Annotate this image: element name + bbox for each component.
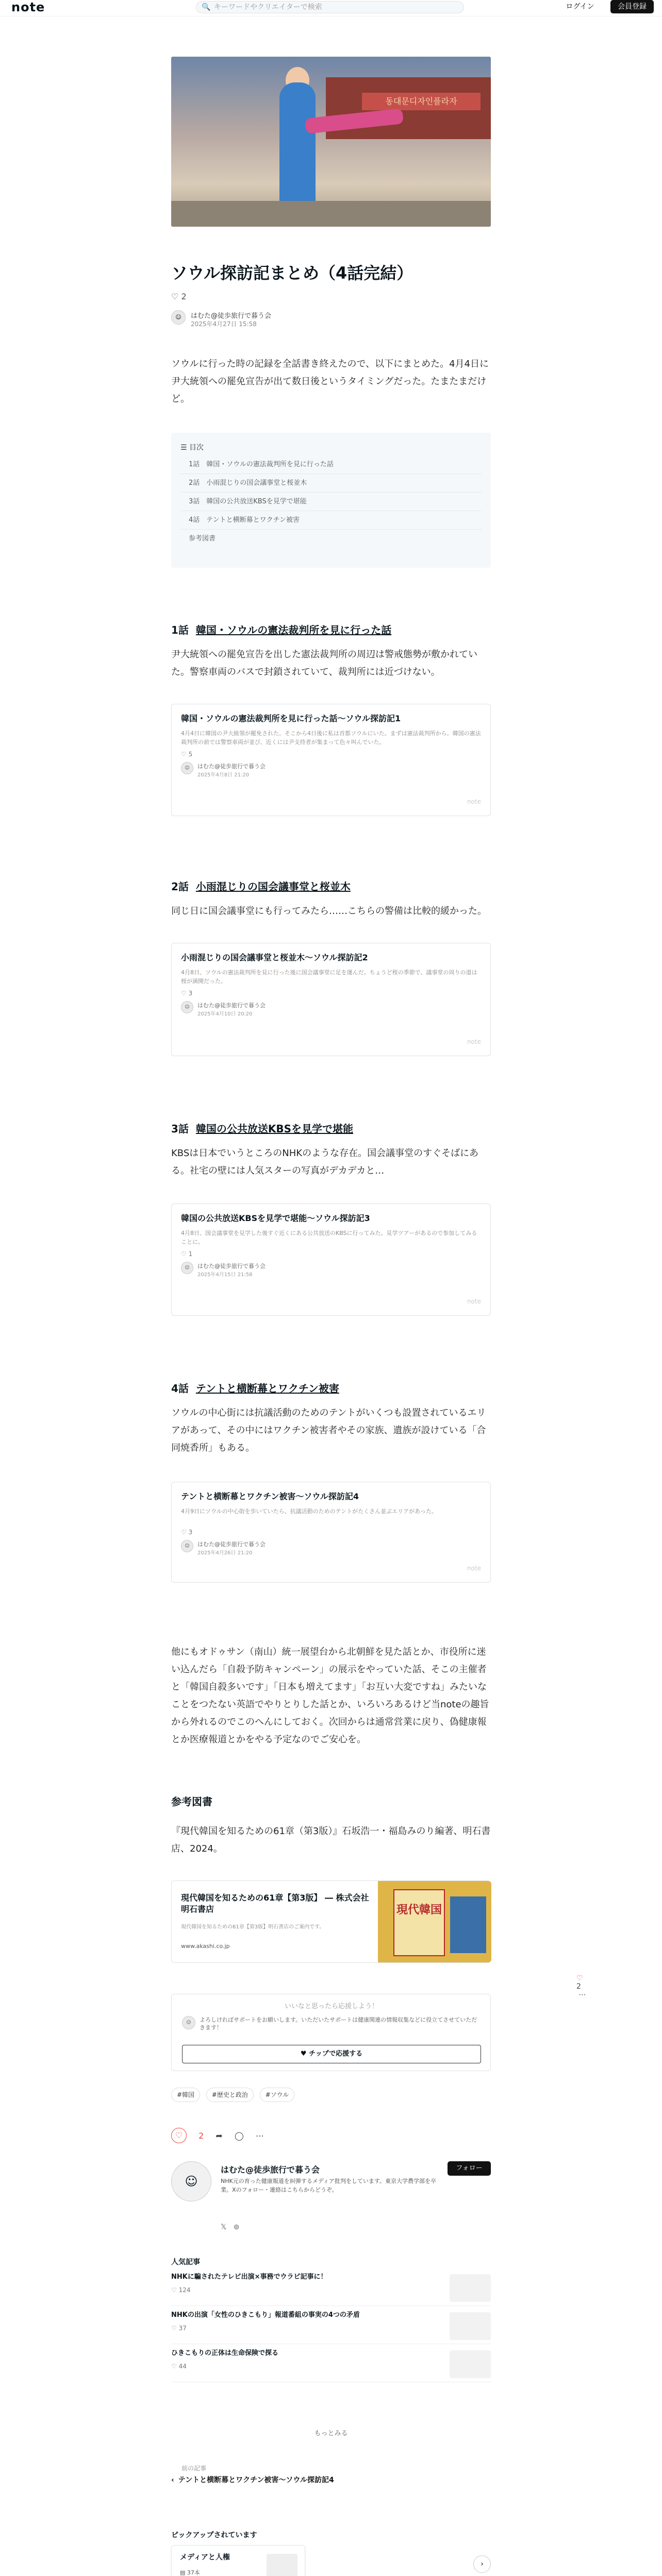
tag-seoul[interactable]: #ソウル	[260, 2088, 295, 2102]
card-likes: ♡ 5	[181, 751, 193, 758]
popular-item[interactable]: NHKに騙されたテレビ出演×事務でウラビ記事に！ ♡ 124	[171, 2272, 491, 2306]
heart-icon: ♡	[576, 1974, 583, 1982]
list-icon: ☰	[180, 444, 187, 452]
section-3-text: KBSは日本でいうところのNHKのような存在。国会議事堂のすぐそばにある。社宅の壁には人気スターの写真がデカデカと…	[171, 1148, 479, 1176]
x-icon[interactable]: 𝕏	[221, 2223, 227, 2231]
ref-card-url: www.akashi.co.jp	[181, 1943, 230, 1950]
toc-item-2[interactable]: 2話 小雨混じりの国会議事堂と桜並木	[180, 474, 482, 493]
popular-item[interactable]: ひきこもりの正体は生命保険で探る ♡ 44	[171, 2348, 491, 2382]
toc-heading[interactable]: ☰ 目次	[180, 444, 204, 452]
tip-button[interactable]: ♥ チップで応援する	[182, 2045, 481, 2063]
popular-item[interactable]: NHKの出演「女性のひきこもり」報道番組の事実の4つの矛盾 ♡ 37	[171, 2310, 491, 2344]
sidebar-like[interactable]: ♡ 2 ⋯	[576, 1974, 586, 1999]
previous-article[interactable]: 前の記事 ‹ テントと横断幕とワクチン被害〜ソウル探訪記4	[171, 2464, 491, 2498]
heart-icon: ♡	[171, 2286, 177, 2294]
toc-item-3[interactable]: 3話 韓国の公共放送KBSを見学で堪能	[180, 493, 482, 511]
toc-item-4[interactable]: 4話 テントと横断幕とワクチン被害	[180, 511, 482, 530]
card-title: テントと横断幕とワクチン被害〜ソウル探訪記4	[181, 1492, 359, 1501]
toc-item-5[interactable]: 参考図書	[189, 535, 216, 543]
card-excerpt: 4月9日にソウルの中心街を歩いていたら、抗議活動のためのテントがたくさん並ぶエリアがあった。	[181, 1508, 438, 1515]
login-button[interactable]: ログイン	[566, 3, 594, 11]
chevron-right-icon[interactable]: ›	[473, 2555, 491, 2573]
author-profile	[171, 2161, 491, 2244]
like-count: 2	[198, 2130, 204, 2141]
more-icon[interactable]: ⋯	[255, 2130, 264, 2141]
support-heading: いいなと思ったら応援しよう！	[284, 2003, 378, 2010]
document-icon: ▤	[180, 2569, 186, 2576]
embed-card-4[interactable]	[171, 1482, 491, 1583]
section-4-link[interactable]: テントと横断幕とワクチン被害	[195, 1382, 339, 1395]
more-icon[interactable]: ⋯	[576, 1991, 586, 1999]
reference-heading: 参考図書	[171, 1795, 212, 1808]
card-author: ☺ はむた@徒歩旅行で暮う会 2025年4月10日 20:20	[181, 1001, 481, 1015]
ref-card-title: 現代韓国を知るための61章【第3版】 ― 株式会社明石書店	[181, 1893, 369, 1914]
tag-history-politics[interactable]: #歴史と政治	[206, 2088, 254, 2102]
heart-icon: ♡	[181, 1250, 187, 1258]
section-4-text: ソウルの中心街には抗議活動のためのテントがいくつも設置されているエリアがあって、その中にはワクチン被害者やその家族、遺族が設けている「合同焼香所」もある。	[171, 1408, 486, 1453]
search-icon: 🔍	[202, 3, 211, 11]
author-name[interactable]: はむた@徒歩旅行で暮う会	[191, 312, 272, 320]
tag-korea[interactable]: #韓国	[171, 2088, 200, 2102]
section-1-heading: 1話 韓国・ソウルの憲法裁判所を見に行った話	[171, 624, 392, 636]
author-info[interactable]	[171, 310, 491, 331]
book-cover-image	[378, 1881, 491, 1962]
embed-card-3[interactable]	[171, 1204, 491, 1316]
heart-icon: ♡	[171, 292, 179, 301]
section-2-heading: 2話 小雨混じりの国会議事堂と桜並木	[171, 880, 351, 893]
reference-text: 『現代韓国を知るための61章（第3版）』石坂浩一・福島みのり編著、明石書店、2024。	[171, 1826, 491, 1854]
social-links	[221, 2223, 239, 2231]
heart-icon: ♡	[171, 2363, 177, 2370]
book-cover-title: 現代韓国	[393, 1889, 445, 1956]
heart-icon: ♡	[181, 990, 187, 997]
card-title: 韓国・ソウルの憲法裁判所を見に行った話〜ソウル探訪記1	[181, 714, 401, 723]
toc-item-1[interactable]: 1話 韓国・ソウルの憲法裁判所を見に行った話	[180, 455, 482, 474]
card-likes: ♡ 3	[181, 990, 193, 997]
profile-avatar[interactable]: ☺	[171, 2161, 211, 2201]
card-title: 小雨混じりの国会議事堂と桜並木〜ソウル探訪記2	[181, 953, 368, 962]
heart-icon: ♡	[171, 2325, 177, 2332]
section-2-text: 同じ日に国会議事堂にも行ってみたら……こちらの警備は比較的緩かった。	[171, 906, 487, 917]
outro-paragraph: 他にもオドゥサン（南山）統一展望台から北朝鮮を見た話とか、市役所に迷い込んだら「自殺予防キャンペーン」の展示をやっていた話、そこの主催者と「韓国自殺多いです」「日本も増えてます」「お互い大変ですね」みたいなことをつたない英語でやりとりした話とか、いろいろあるけど当noteの趣旨から外れるのでこのへんにしておく。次回からは通常営業に戻り、偽健康報とか医療報道とかをやる予定なのでご安心を。	[171, 1647, 489, 1745]
card-author: ☺ はむた@徒歩旅行で暮う会 2025年4月15日 21:58	[181, 1262, 481, 1276]
section-1-link[interactable]: 韓国・ソウルの憲法裁判所を見に行った話	[195, 624, 392, 636]
popular-heading: 人気記事	[171, 2258, 200, 2266]
section-1-text: 尹大統領への罷免宣告を出した憲法裁判所の周辺は警戒態勢が敷かれていた。警察車両のバスで封鎖されていて、裁判所には近づけない。	[171, 649, 477, 677]
card-likes: ♡ 1	[181, 1250, 193, 1258]
support-message: ☺ よろしければサポートをお願いします。いただいたサポートは健康関連の情報収集などに役立てさせていただきます！	[182, 2016, 481, 2039]
note-watermark: note	[467, 798, 481, 805]
section-4-heading: 4話 テントと横断幕とワクチン被害	[171, 1382, 339, 1395]
avatar: ☺	[181, 762, 193, 774]
avatar[interactable]: ☺	[171, 310, 186, 325]
ref-card-description: 現代韓国を知るための61章【第3版】明石書店のご案内です。	[181, 1924, 325, 1930]
section-3-link[interactable]: 韓国の公共放送KBSを見学で堪能	[195, 1123, 354, 1135]
like-count: 2	[181, 292, 187, 301]
embed-card-1[interactable]	[171, 704, 491, 816]
profile-name[interactable]: はむた@徒歩旅行で暮う会	[221, 2165, 320, 2175]
table-of-contents	[171, 433, 491, 568]
share-icon[interactable]: ➦	[216, 2130, 223, 2141]
thumbnail	[450, 2350, 491, 2378]
action-bar	[171, 2128, 491, 2148]
pickup-section	[171, 2530, 491, 2576]
signup-button[interactable]: 会員登録	[610, 0, 654, 13]
profile-bio: NHK元の育った健康報道を糾弾するメディア批判をしています。東京大学農学部を卒業。Xのフォロー・連絡はこちらからどうぞ。	[221, 2178, 436, 2193]
section-3-heading: 3話 韓国の公共放送KBSを見学で堪能	[171, 1123, 354, 1135]
comment-icon[interactable]: ◯	[234, 2130, 244, 2141]
like-summary[interactable]	[171, 292, 187, 301]
like-button[interactable]: ♡	[171, 2128, 187, 2143]
more-link[interactable]: もっとみる	[314, 2430, 348, 2437]
magazine-thumbnail	[267, 2554, 297, 2576]
avatar: ☺	[182, 2016, 195, 2029]
heart-icon: ♡	[181, 751, 187, 758]
prev-article-title: ‹ テントと横断幕とワクチン被害〜ソウル探訪記4	[171, 2476, 334, 2484]
support-box	[171, 1994, 491, 2071]
card-author: ☺ はむた@徒歩旅行で暮う会 2025年4月8日 21:20	[181, 762, 481, 776]
article-title: ソウル探訪記まとめ（4話完結）	[171, 263, 413, 283]
thumbnail	[450, 2312, 491, 2340]
pickup-heading: ピックアップされています	[171, 2531, 257, 2539]
note-watermark: note	[467, 1038, 481, 1045]
heart-icon: ♡	[181, 1529, 187, 1536]
card-author: ☺ はむた@徒歩旅行で暮う会 2025年4月26日 21:20	[181, 1540, 481, 1554]
embed-card-2[interactable]	[171, 943, 491, 1056]
avatar: ☺	[181, 1001, 193, 1013]
note-watermark: note	[467, 1565, 481, 1572]
publish-date: 2025年4月27日 15:58	[191, 320, 257, 328]
follow-button[interactable]: フォロー	[448, 2161, 491, 2176]
note-watermark: note	[467, 1298, 481, 1305]
note-logo[interactable]: note	[11, 0, 45, 14]
search-input[interactable]	[196, 1, 464, 13]
avatar: ☺	[181, 1262, 193, 1274]
card-excerpt: 4月4日に韓国の尹大統領が罷免された。そこから4日後に私は首都ソウルにいた。まずは憲法裁判所から。韓国の憲法裁判所の前では警察車両が並び、近くには尹支持者が集まって色々叫んでいた。	[181, 730, 481, 745]
card-title: 韓国の公共放送KBSを見学で堪能〜ソウル探訪記3	[181, 1213, 370, 1223]
card-excerpt: 4月8日、ソウルの憲法裁判所を見に行った後に国会議事堂に足を運んだ。ちょうど桜の季節で、議事堂の周りの道は桜が満開だった。	[181, 969, 477, 985]
card-likes: ♡ 3	[181, 1529, 193, 1536]
hero-sign: 동대문디자인플라자	[362, 93, 481, 110]
avatar: ☺	[181, 1540, 193, 1552]
card-excerpt: 4月8日、国会議事堂を見学した後すぐ近くにある公共放送のKBSに行ってみた。見学ツアーがあるので参加してみることに。	[181, 1230, 477, 1245]
tag-list	[171, 2088, 297, 2103]
search-placeholder: キーワードやクリエイターで検索	[214, 3, 322, 11]
thumbnail	[450, 2274, 491, 2302]
rss-icon[interactable]: ⊚	[233, 2223, 240, 2231]
intro-paragraph: ソウルに行った時の記録を全話書き終えたので、以下にまとめた。4月4日に尹大統領への罷免宣告が出て数日後というタイミングだった。たまたまだけど。	[171, 359, 489, 404]
section-2-link[interactable]: 小雨混じりの国会議事堂と桜並木	[195, 880, 351, 893]
top-header	[0, 0, 662, 16]
heart-icon: ♥	[300, 2050, 307, 2058]
hero-image	[171, 57, 491, 227]
magazine-card[interactable]: メディアと人権 ▤ 37本	[171, 2545, 305, 2576]
chevron-left-icon: ‹	[171, 2476, 174, 2484]
reference-link-card[interactable]	[171, 1880, 491, 1963]
